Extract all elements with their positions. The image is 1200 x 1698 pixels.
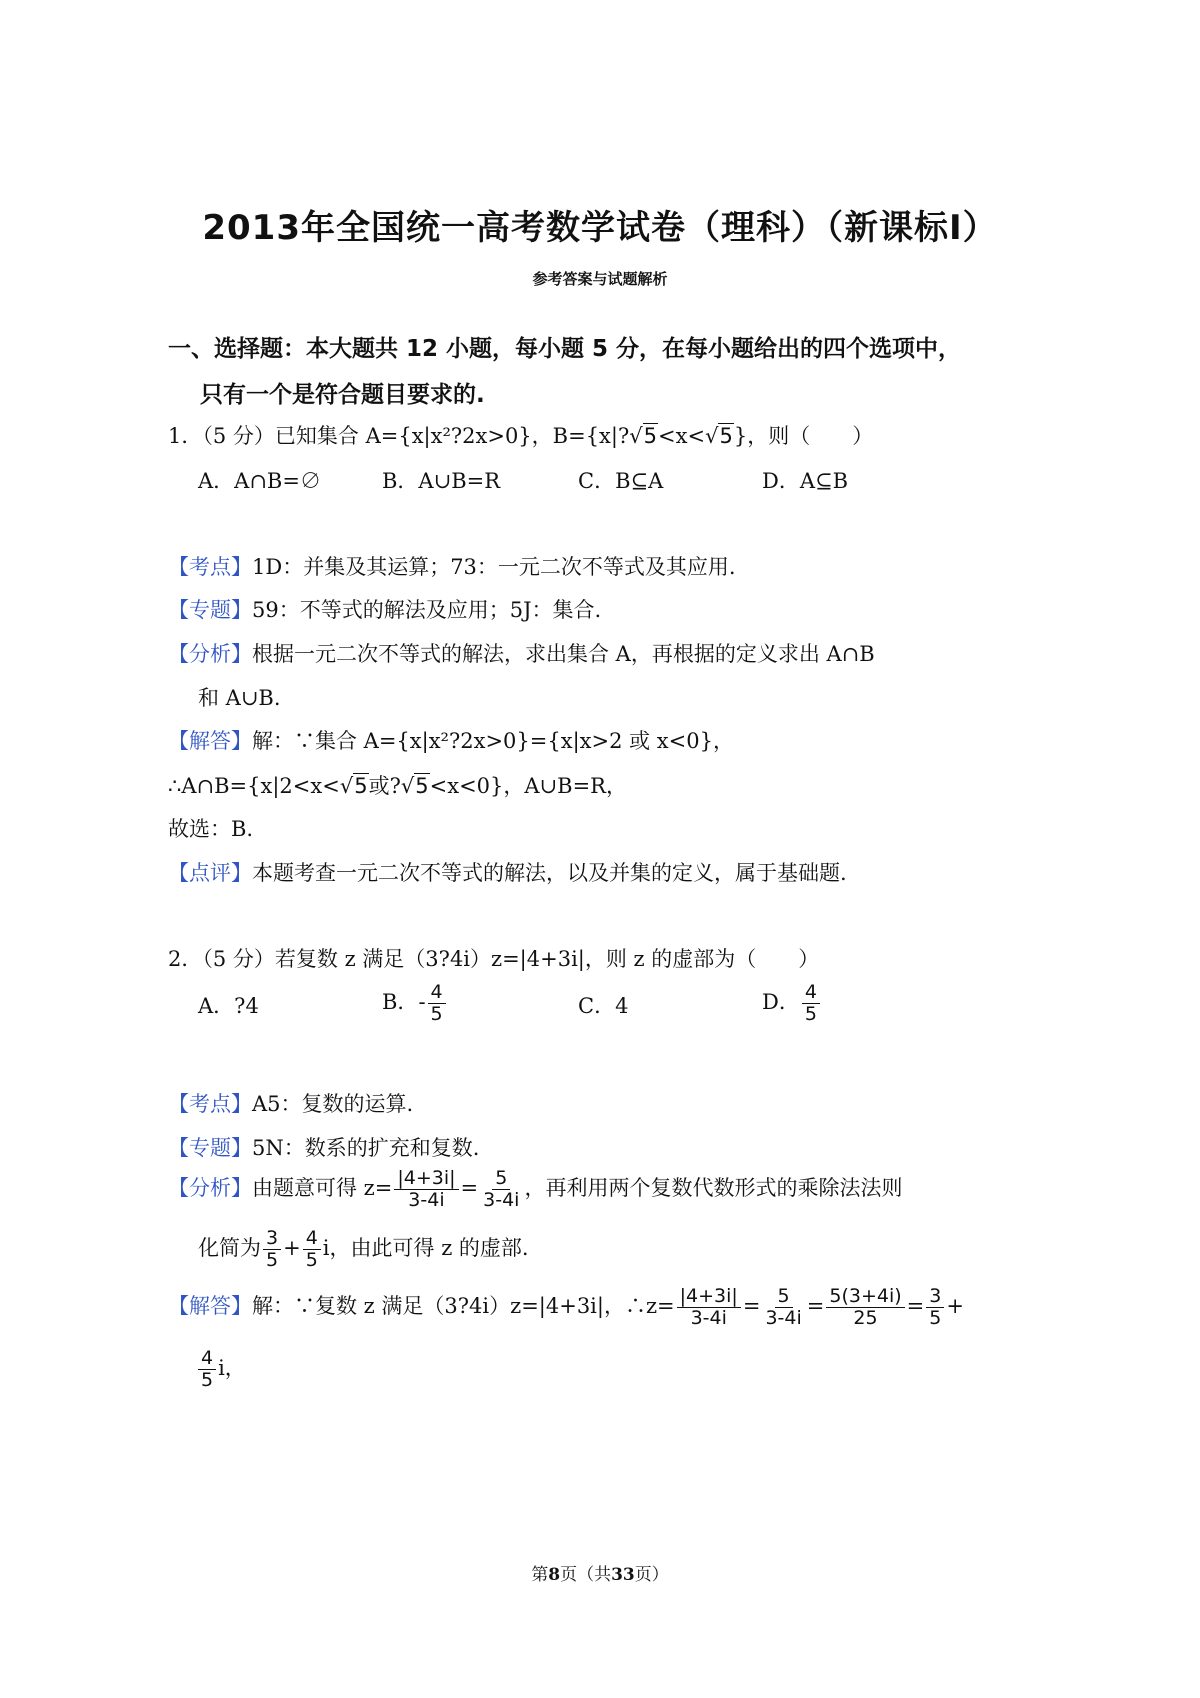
q1-option-a: A．A∩B=∅ bbox=[198, 469, 321, 493]
section-heading-line2: 只有一个是符合题目要求的. bbox=[200, 382, 485, 408]
fenxi-tag: 【分析】 bbox=[168, 642, 252, 666]
kaodian-tag: 【考点】 bbox=[168, 1092, 252, 1116]
minus-sign: - bbox=[418, 989, 426, 1014]
sqrt-expression: √5 bbox=[400, 774, 429, 798]
missing-glyph: ? bbox=[448, 729, 461, 753]
q1-option-d: D．A⊆B bbox=[762, 469, 849, 493]
missing-glyph: ? bbox=[438, 947, 450, 971]
q2-fenxi: 【分析】由题意可得 z= $\frac{|4+3i|}{3-4i}$ = $\frac{5}{3-4i}$ ，再利用两个复数代数形式的乘除法法则 bbox=[168, 1167, 903, 1211]
page-footer: 第8页（共33页） bbox=[531, 1565, 669, 1585]
section-heading-line1: 一、选择题：本大题共 12 小题，每小题 5 分，在每小题给出的四个选项中， bbox=[168, 336, 962, 362]
missing-glyph: ? bbox=[234, 994, 246, 1018]
fraction: $\frac{4}{5}$ bbox=[802, 982, 820, 1025]
fraction: $\frac{3}{5}$ bbox=[263, 1228, 281, 1271]
dianping-tag: 【点评】 bbox=[168, 861, 252, 885]
q2-option-b: B．- $\frac{4}{5}$ bbox=[382, 982, 448, 1025]
q2-zhuanti: 【专题】5N：数系的扩充和复数. bbox=[168, 1136, 480, 1160]
sqrt-expression: √5 bbox=[705, 424, 733, 448]
q1-conclusion: 故选：B. bbox=[168, 817, 254, 841]
fraction: $\frac{|4+3i|}{3-4i}$ bbox=[677, 1286, 741, 1329]
q2-stem: 2．（5 分）若复数 z 满足（3?4i）z=|4+3i|，则 z 的虚部为（ ） bbox=[168, 947, 820, 971]
q2-option-a: A．?4 bbox=[198, 994, 259, 1018]
q1-zhuanti: 【专题】59：不等式的解法及应用；5J：集合. bbox=[168, 598, 602, 622]
fraction: $\frac{|4+3i|}{3-4i}$ bbox=[394, 1168, 458, 1211]
fraction: $\frac{4}{5}$ bbox=[303, 1228, 321, 1271]
fraction: $\frac{4}{5}$ bbox=[428, 982, 446, 1025]
q1-jieda: 【解答】解：∵集合 A={x|x²?2x>0}={x|x>2 或 x<0}， bbox=[168, 729, 734, 753]
fraction: $\frac{3}{5}$ bbox=[926, 1286, 944, 1329]
q1-option-c: C．B⊆A bbox=[578, 469, 664, 493]
missing-glyph: ? bbox=[457, 1293, 470, 1318]
jieda-tag: 【解答】 bbox=[168, 729, 252, 753]
sqrt-expression: √5 bbox=[339, 774, 368, 798]
missing-glyph: ? bbox=[450, 424, 463, 448]
q1-fenxi-cont: 和 A∪B. bbox=[198, 686, 281, 710]
fenxi-tag: 【分析】 bbox=[168, 1175, 252, 1200]
q1-fenxi: 【分析】根据一元二次不等式的解法，求出集合 A，再根据的定义求出 A∩B bbox=[168, 642, 875, 666]
q1-stem: 1．（5 分）已知集合 A={x|x²?2x>0}，B={x|?√5<x<√5}，则（ ） bbox=[168, 424, 874, 448]
q2-jieda: 【解答】解：∵复数 z 满足（3?4i）z=|4+3i|，∴z= $\frac{|4+3i|}{3-4i}$ = $\frac{5}{3-4i}$ = $\frac{5(3+4i)}{25}$ = $\frac{3}{5}$ + bbox=[168, 1285, 964, 1329]
jieda-tag: 【解答】 bbox=[168, 1293, 252, 1318]
q1-kaodian: 【考点】1D：并集及其运算；73：一元二次不等式及其应用. bbox=[168, 555, 736, 579]
q1-jieda-line2: ∴A∩B={x|2<x<√5或?√5<x<0}，A∪B=R， bbox=[168, 774, 627, 798]
sqrt-expression: √5 bbox=[629, 424, 658, 448]
missing-glyph: ? bbox=[617, 424, 630, 448]
q2-fenxi-cont: 化简为 $\frac{3}{5}$ + $\frac{4}{5}$ i，由此可得 z 的虚部. bbox=[198, 1227, 529, 1271]
zhuanti-tag: 【专题】 bbox=[168, 598, 252, 622]
q2-option-c: C．4 bbox=[578, 994, 629, 1018]
fraction: $\frac{5}{3-4i}$ bbox=[765, 1285, 802, 1329]
document-subtitle: 参考答案与试题解析 bbox=[532, 270, 668, 288]
zhuanti-tag: 【专题】 bbox=[168, 1136, 252, 1160]
fraction: $\frac{5}{3-4i}$ bbox=[483, 1167, 520, 1211]
kaodian-tag: 【考点】 bbox=[168, 555, 252, 579]
fraction: $\frac{4}{5}$ bbox=[198, 1348, 216, 1391]
q1-dianping: 【点评】本题考查一元二次不等式的解法，以及并集的定义，属于基础题. bbox=[168, 861, 847, 885]
missing-glyph: ? bbox=[389, 774, 401, 798]
fraction: $\frac{5(3+4i)}{25}$ bbox=[826, 1286, 904, 1329]
q2-jieda-cont: $\frac{4}{5}$ i， bbox=[196, 1348, 246, 1391]
q2-option-d: D． $\frac{4}{5}$ bbox=[762, 982, 822, 1025]
q2-kaodian: 【考点】A5：复数的运算. bbox=[168, 1092, 414, 1116]
document-title: 2013年全国统一高考数学试卷（理科）（新课标Ⅰ） bbox=[202, 208, 998, 248]
q1-option-b: B．A∪B=R bbox=[382, 469, 501, 493]
